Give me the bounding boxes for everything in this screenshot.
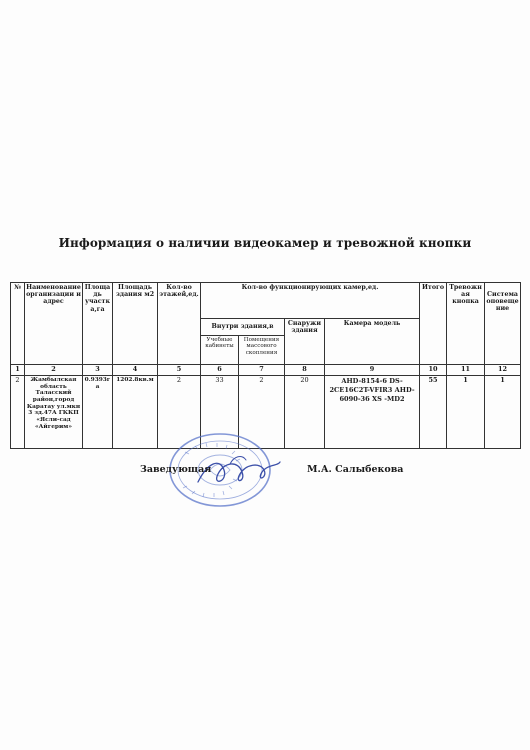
cell-no: 2 — [11, 376, 25, 449]
header-total: Итого — [420, 283, 447, 365]
cell-plot-area: 0.9393га — [83, 376, 113, 449]
header-mass-rooms: Помещения массового скопления — [239, 336, 285, 365]
header-functioning-cameras: Кол-во функционирующих камер,ед. — [201, 283, 420, 319]
header-floors: Кол-во этажей,ед. — [158, 283, 201, 365]
cell-camera-model: AHD-8154-6 DS-2CE16C2T-VFIR3 AHD-6090-36 XS -MD2 — [325, 376, 420, 449]
header-name: Наименование организации и адрес — [25, 283, 83, 365]
header-classrooms: Учебные кабинеты — [201, 336, 239, 365]
cell-classrooms: 33 — [201, 376, 239, 449]
cell-outside: 20 — [285, 376, 325, 449]
column-number: 1 — [11, 365, 25, 376]
column-number: 5 — [158, 365, 201, 376]
cell-total: 55 — [420, 376, 447, 449]
column-number: 3 — [83, 365, 113, 376]
signatory-name: М.А. Салыбекова — [307, 464, 404, 475]
column-numbers-row — [11, 365, 521, 376]
header-building-area: Площадь здания м2 — [113, 283, 158, 365]
signatory-position: Заведующая — [140, 464, 212, 475]
cell-alarm-button: 1 — [447, 376, 485, 449]
cell-floors: 2 — [158, 376, 201, 449]
column-number: 2 — [25, 365, 83, 376]
cell-warning-system: 1 — [485, 376, 521, 449]
cell-mass-rooms: 2 — [239, 376, 285, 449]
column-number: 11 — [447, 365, 485, 376]
header-warning-system: Система оповещение — [485, 283, 521, 365]
column-number: 10 — [420, 365, 447, 376]
column-number: 12 — [485, 365, 521, 376]
column-number: 7 — [239, 365, 285, 376]
header-plot-area: Площадь участка,га — [83, 283, 113, 365]
cell-name: Жамбылская область Таласский район,город Каратау ул.мкн 3 зд.47А ГККП «Ясли-сад «Айгерим» — [25, 376, 83, 449]
document-title: Информация о наличии видеокамер и тревожной кнопки — [58, 236, 472, 250]
header-inside: Внутри здания,в — [201, 319, 285, 336]
cell-building-area: 1202.8кв.м — [113, 376, 158, 449]
header-alarm-button: Тревожная кнопка — [447, 283, 485, 365]
column-number: 4 — [113, 365, 158, 376]
signature-block — [0, 464, 530, 484]
header-camera-model: Камера модель — [325, 319, 420, 365]
cameras-table — [10, 282, 521, 449]
header-outside: Снаружи здания — [285, 319, 325, 365]
column-number: 9 — [325, 365, 420, 376]
column-number: 8 — [285, 365, 325, 376]
column-number: 6 — [201, 365, 239, 376]
header-no: № — [11, 283, 25, 365]
